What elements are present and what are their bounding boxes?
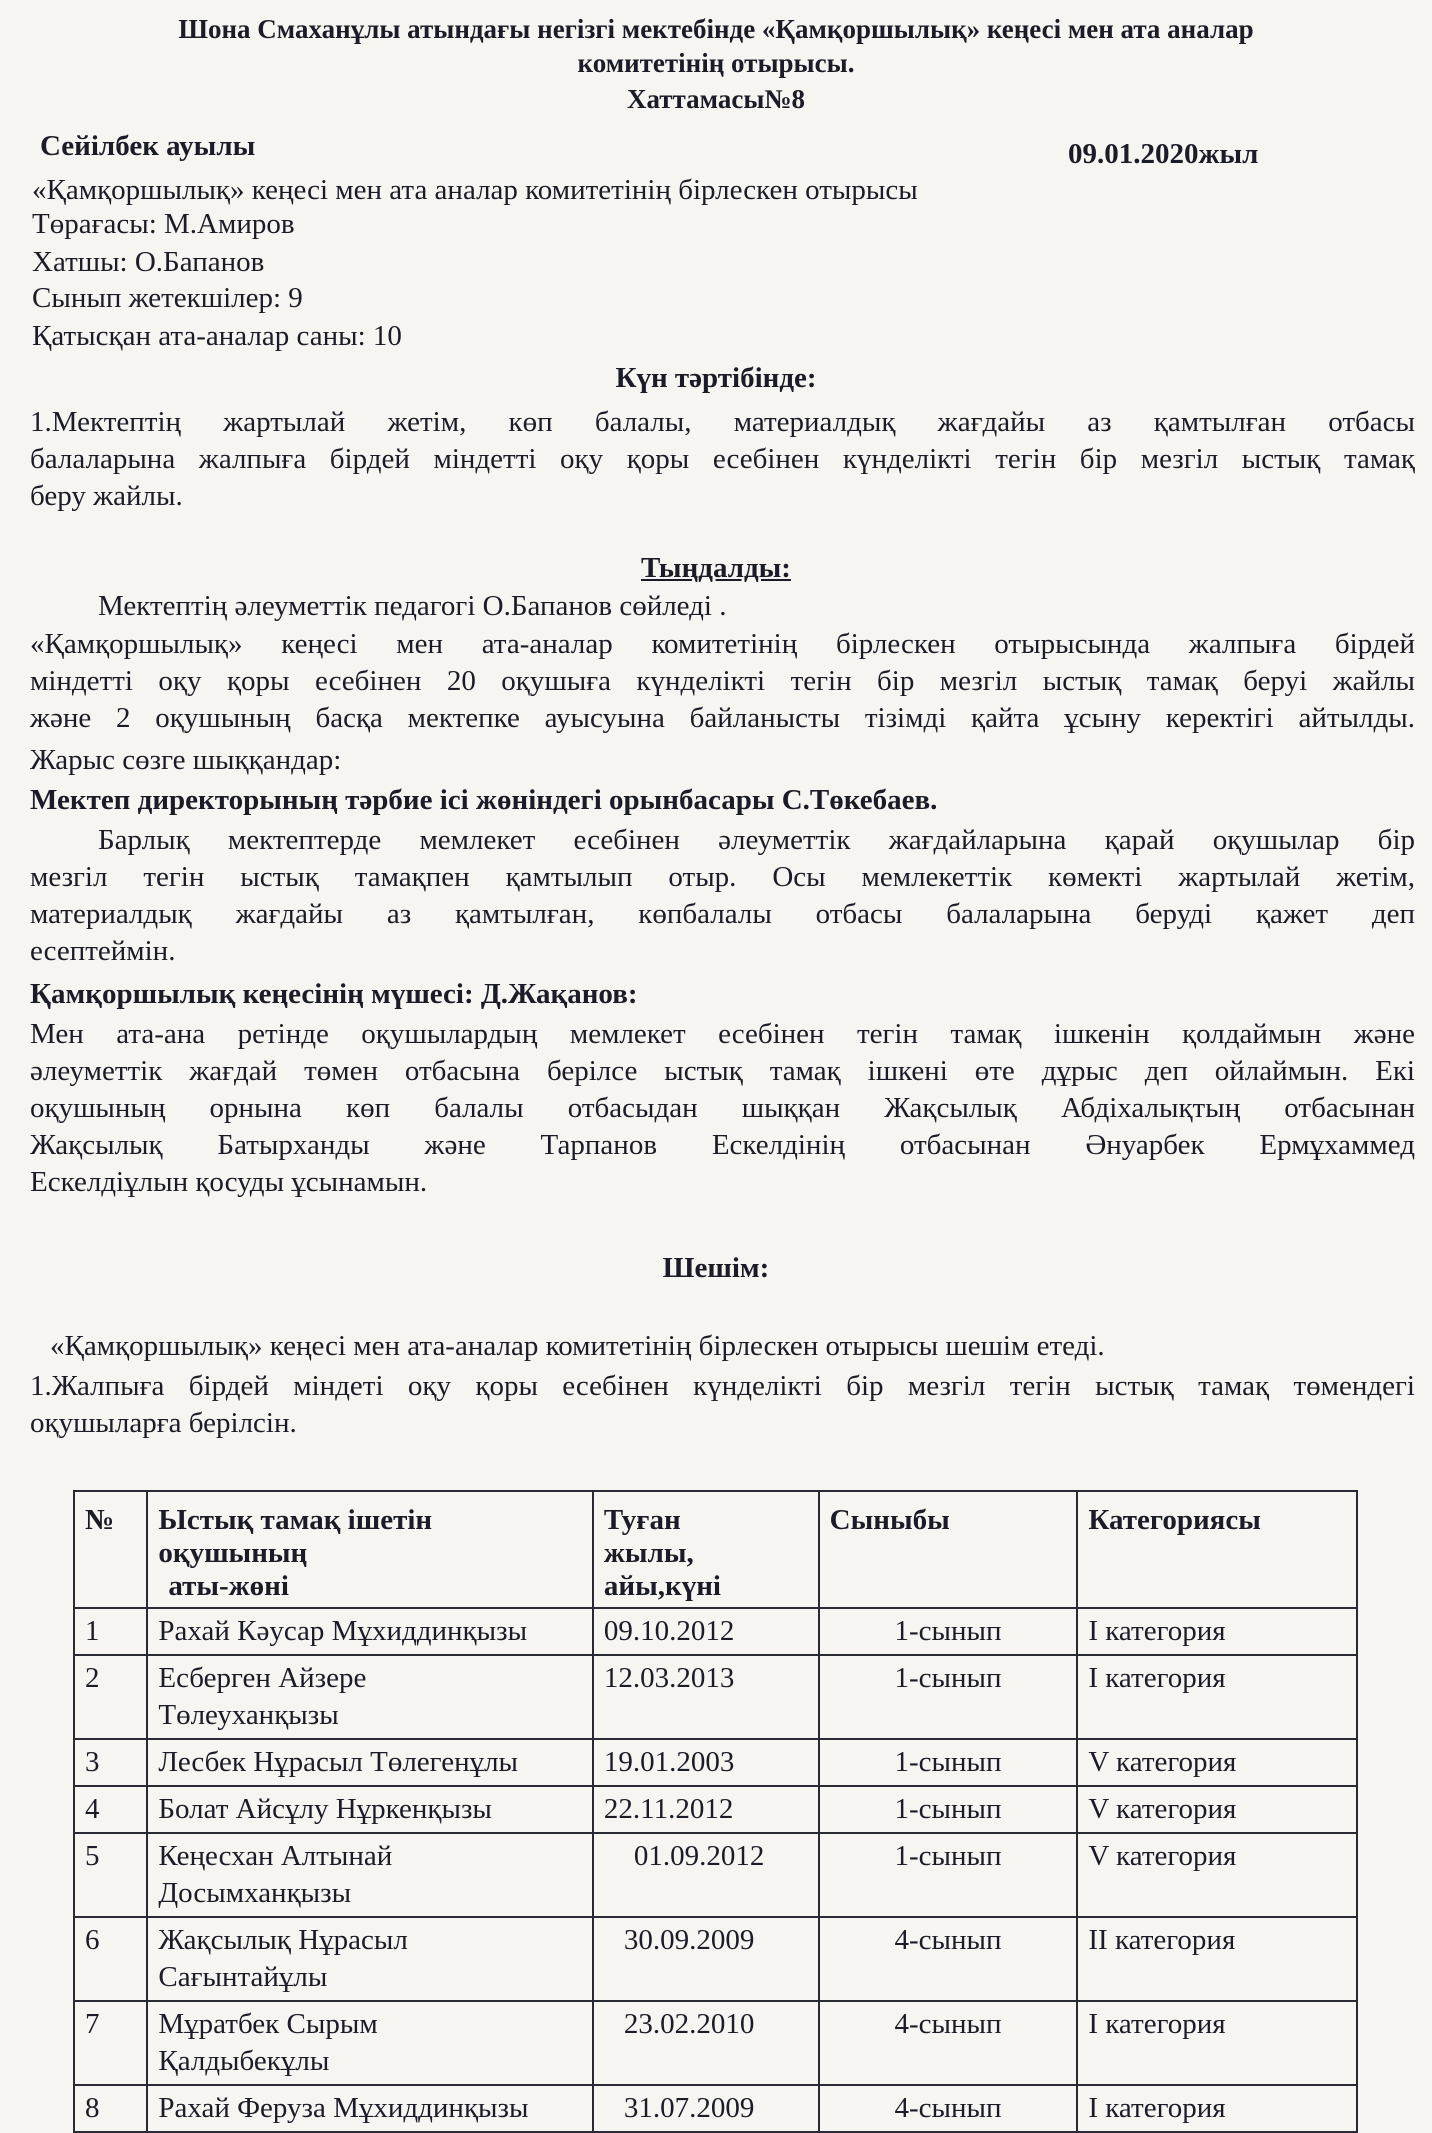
cell-category: V категория <box>1077 1786 1357 1833</box>
heard-line: және 2 оқушының басқа мектепке ауысуына байланысты тізімді қайта ұсыну керектігі айтылды. <box>30 702 1415 734</box>
class-teachers-line: Сынып жетекшілер: 9 <box>32 282 303 314</box>
table-row <box>74 2001 1357 2085</box>
cell-name <box>147 1833 593 1917</box>
header-num-label: № <box>85 1504 115 1536</box>
document-title-line2: комитетінің отырысы. <box>577 48 855 78</box>
cell-name-line: Болат Айсұлу Нұркенқызы <box>158 1793 492 1825</box>
cell-class: 1-сынып <box>819 1833 1078 1917</box>
speaker1-line: есептеймін. <box>30 935 176 967</box>
header-class <box>819 1491 1078 1608</box>
cell-num: 2 <box>74 1655 147 1739</box>
parents-count-line: Қатысқан ата-аналар саны: 10 <box>32 320 402 352</box>
cell-category: I категория <box>1077 2085 1357 2132</box>
cell-num: 5 <box>74 1833 147 1917</box>
cell-category: I категория <box>1077 1655 1357 1739</box>
cell-date: 23.02.2010 <box>593 2001 819 2085</box>
decision-intro: «Қамқоршылық» кеңесі мен ата-аналар комитетінің бірлескен отырысы шешім етеді. <box>50 1330 1105 1362</box>
document-title-line1: Шона Смаханұлы атындағы негізгі мектебінде «Қамқоршылық» кеңесі мен ата аналар <box>178 14 1254 44</box>
speaker1-line: материалдық жағдайы аз қамтылған, көпбалалы отбасы балаларына беруді қажет деп <box>30 898 1415 930</box>
cell-name-line: Рахай Феруза Мұхиддинқызы <box>158 2092 529 2124</box>
agenda-text <box>30 404 1415 515</box>
cell-date: 01.09.2012 <box>593 1833 819 1917</box>
header-name-line: оқушының <box>158 1537 308 1569</box>
cell-name-line: Досымханқызы <box>158 1877 352 1909</box>
cell-date: 22.11.2012 <box>593 1786 819 1833</box>
heard-line: міндетті оқу қоры есебінен 20 оқушыға күнделікті тегін бір мезгіл ыстық тамақ беруі жайлы <box>30 665 1415 697</box>
table-row <box>74 1833 1357 1917</box>
cell-class: 4-сынып <box>819 2001 1078 2085</box>
agenda-line: 1.Мектептің жартылай жетім, көп балалы, материалдық жағдайы аз қамтылған отбасы <box>30 406 1415 438</box>
cell-date: 09.10.2012 <box>593 1608 819 1655</box>
decision-heading: Шешім: <box>662 1252 770 1284</box>
speaker1-line: Барлық мектептерде мемлекет есебінен әлеуметтік жағдайларына қарай оқушылар бір <box>98 824 1415 856</box>
cell-num: 6 <box>74 1917 147 2001</box>
table-row <box>74 1917 1357 2001</box>
header-name <box>147 1491 593 1608</box>
cell-class: 1-сынып <box>819 1739 1078 1786</box>
header-name-line: Ыстық тамақ ішетін <box>158 1504 433 1536</box>
cell-category: I категория <box>1077 2001 1357 2085</box>
cell-name <box>147 1655 593 1739</box>
cell-name-line: Мұратбек Сырым <box>158 2008 378 2040</box>
cell-date: 19.01.2003 <box>593 1739 819 1786</box>
decision-line: оқушыларға берілсін. <box>30 1407 297 1439</box>
cell-name-line: Төлеуханқызы <box>158 1699 339 1731</box>
header-category <box>1077 1491 1357 1608</box>
cell-name-line: Лесбек Нұрасыл Төлегенұлы <box>158 1746 519 1778</box>
cell-name <box>147 2001 593 2085</box>
speaker2-line: оқушының орнына көп балалы отбасыдан шыққан Жақсылық Абдіхалықтың отбасынан <box>30 1092 1415 1124</box>
table-row <box>74 1786 1357 1833</box>
speaker1-text <box>30 822 1415 970</box>
cell-category: I категория <box>1077 1608 1357 1655</box>
agenda-line: балаларына жалпыға бірдей міндетті оқу қоры есебінен күнделікті тегін бір мезгіл ыстық тамақ <box>30 443 1415 475</box>
header-name-line: аты-жөні <box>168 1570 289 1602</box>
cell-class: 1-сынып <box>819 1608 1078 1655</box>
joint-meeting-line: «Қамқоршылық» кеңесі мен ата аналар комитетінің бірлескен отырысы <box>32 174 918 206</box>
header-date-line: жылы, <box>603 1537 694 1569</box>
cell-class: 1-сынып <box>819 1655 1078 1739</box>
cell-class: 4-сынып <box>819 1917 1078 2001</box>
header-date-line: Туған <box>603 1504 681 1536</box>
cell-num: 7 <box>74 2001 147 2085</box>
decision-text <box>30 1368 1415 1442</box>
cell-num: 8 <box>74 2085 147 2132</box>
cell-name <box>147 1917 593 2001</box>
table-row <box>74 1655 1357 1739</box>
decision-line: 1.Жалпыға бірдей міндеті оқу қоры есебінен күнделікті бір мезгіл тегін ыстық тамақ төмендегі <box>30 1370 1415 1402</box>
header-category-label: Категориясы <box>1088 1504 1261 1536</box>
cell-name-line: Сағынтайұлы <box>158 1961 328 1993</box>
secretary-line: Хатшы: О.Бапанов <box>32 246 265 278</box>
cell-class: 1-сынып <box>819 1786 1078 1833</box>
cell-date: 31.07.2009 <box>593 2085 819 2132</box>
debate-line: Жарыс сөзге шыққандар: <box>30 744 342 776</box>
speaker2-line: Ескелдіұлын қосуды ұсынамын. <box>30 1166 428 1198</box>
cell-name <box>147 1739 593 1786</box>
document-date: 09.01.2020жыл <box>1068 138 1259 170</box>
cell-name <box>147 1786 593 1833</box>
students-table <box>73 1490 1358 2133</box>
heard-speaker: Мектептің әлеуметтік педагогі О.Бапанов сөйледі . <box>98 590 727 622</box>
cell-name-line: Рахай Кәусар Мұхиддинқызы <box>158 1615 528 1647</box>
cell-name-line: Кеңесхан Алтынай <box>158 1840 393 1872</box>
table-row <box>74 1739 1357 1786</box>
cell-name <box>147 1608 593 1655</box>
speaker2-line: әлеуметтік жағдай төмен отбасына берілсе ыстық тамақ ішкені өте дұрыс деп ойлаймын. Екі <box>30 1055 1415 1087</box>
cell-name-line: Есберген Айзере <box>158 1662 367 1694</box>
heard-line: «Қамқоршылық» кеңесі мен ата-аналар комитетінің бірлескен отырысында жалпыға бірдей <box>30 628 1415 660</box>
speaker2-text <box>30 1016 1415 1201</box>
agenda-heading: Күн тәртібінде: <box>615 362 817 394</box>
header-num <box>74 1491 147 1608</box>
speaker1-name: Мектеп директорының тәрбие ісі жөніндегі орынбасары С.Төкебаев. <box>30 784 938 816</box>
header-date-line: айы,күні <box>603 1570 721 1602</box>
heard-text <box>30 626 1415 737</box>
table-header-row <box>74 1491 1357 1608</box>
agenda-line: беру жайлы. <box>30 480 183 512</box>
cell-class: 4-сынып <box>819 2085 1078 2132</box>
cell-num: 1 <box>74 1608 147 1655</box>
village-name: Сейілбек ауылы <box>40 130 256 162</box>
header-date <box>593 1491 819 1608</box>
heard-heading: Тыңдалды: <box>641 552 791 584</box>
header-class-label: Сыныбы <box>829 1504 950 1536</box>
cell-category: V категория <box>1077 1833 1357 1917</box>
speaker1-line: мезгіл тегін ыстық тамақпен қамтылып отыр. Осы мемлекеттік көмекті жартылай жетім, <box>30 861 1415 893</box>
protocol-number: Хаттамасы№8 <box>626 84 806 114</box>
chairman-line: Төрағасы: М.Амиров <box>32 208 295 240</box>
table-row <box>74 1608 1357 1655</box>
cell-category: II категория <box>1077 1917 1357 2001</box>
cell-num: 3 <box>74 1739 147 1786</box>
cell-category: V категория <box>1077 1739 1357 1786</box>
cell-num: 4 <box>74 1786 147 1833</box>
speaker2-name: Қамқоршылық кеңесінің мүшесі: Д.Жақанов: <box>30 978 638 1010</box>
table-row <box>74 2085 1357 2132</box>
cell-name <box>147 2085 593 2132</box>
speaker2-line: Жақсылық Батырханды және Тарпанов Ескелдінің отбасынан Әнуарбек Ермұхаммед <box>30 1129 1415 1161</box>
cell-date: 12.03.2013 <box>593 1655 819 1739</box>
cell-date: 30.09.2009 <box>593 1917 819 2001</box>
cell-name-line: Жақсылық Нұрасыл <box>158 1924 408 1956</box>
speaker2-line: Мен ата-ана ретінде оқушылардың мемлекет есебінен тегін тамақ ішкенін қолдаймын және <box>30 1018 1415 1050</box>
cell-name-line: Қалдыбекұлы <box>158 2045 330 2077</box>
